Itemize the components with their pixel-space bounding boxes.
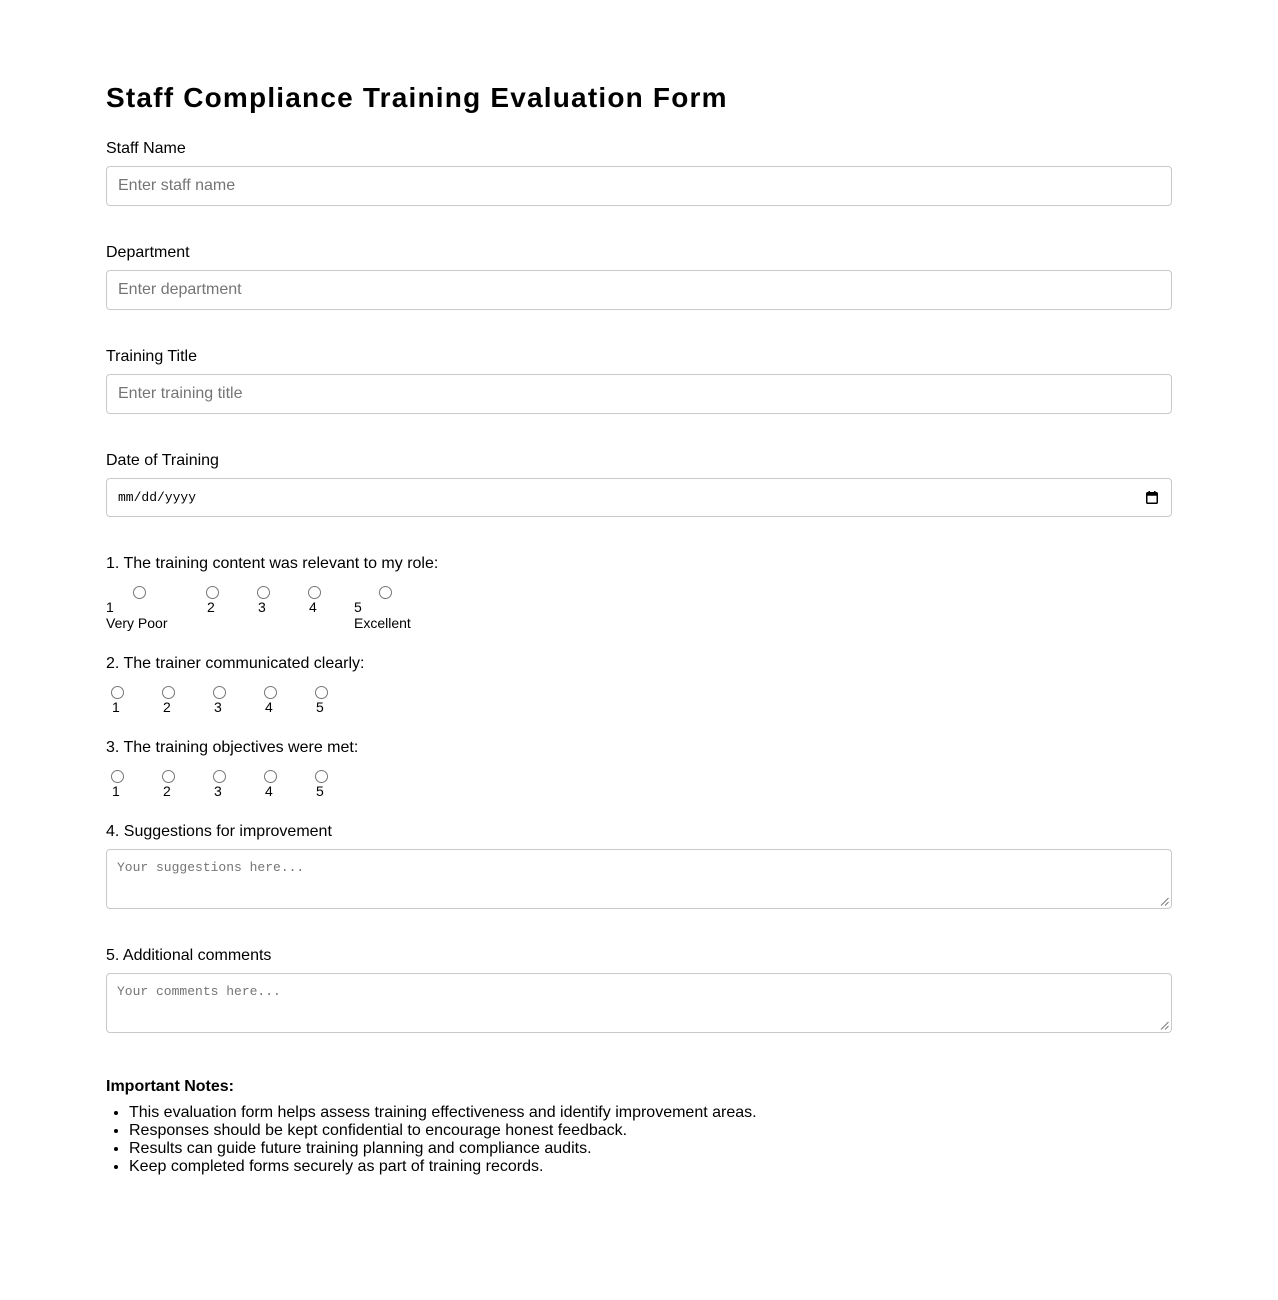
q2-option-2-label: 2 bbox=[163, 699, 171, 715]
q2-option-5-label: 5 bbox=[316, 699, 324, 715]
resize-grip-icon[interactable] bbox=[1160, 897, 1169, 906]
q1-option-3-radio[interactable] bbox=[257, 586, 270, 599]
q1-option-4-label: 4 bbox=[309, 599, 317, 615]
q3-option-2-radio[interactable] bbox=[162, 770, 175, 783]
q3-option-5-radio[interactable] bbox=[315, 770, 328, 783]
q2-option-3-radio[interactable] bbox=[213, 686, 226, 699]
question-1-label: 1. The training content was relevant to my role: bbox=[106, 555, 439, 572]
question-2-label: 2. The trainer communicated clearly: bbox=[106, 655, 365, 672]
q2-option-1-radio[interactable] bbox=[111, 686, 124, 699]
notes-list bbox=[106, 1104, 757, 1176]
training-title-label: Training Title bbox=[106, 348, 197, 365]
q1-option-5-radio[interactable] bbox=[379, 586, 392, 599]
q3-option-1-radio[interactable] bbox=[111, 770, 124, 783]
q3-option-4-radio[interactable] bbox=[264, 770, 277, 783]
suggestions-placeholder: Your suggestions here... bbox=[117, 860, 305, 875]
staff-name-label: Staff Name bbox=[106, 140, 186, 157]
q1-low-label: Very Poor bbox=[106, 615, 168, 631]
q3-option-5-label: 5 bbox=[316, 783, 324, 799]
calendar-icon[interactable] bbox=[1146, 491, 1158, 504]
q1-option-2-radio[interactable] bbox=[206, 586, 219, 599]
suggestions-textarea[interactable] bbox=[106, 849, 1172, 909]
q2-option-2-radio[interactable] bbox=[162, 686, 175, 699]
q3-option-1-label: 1 bbox=[112, 783, 120, 799]
note-item: • This evaluation form helps assess training effectiveness and identify improvement areas. bbox=[129, 1104, 757, 1122]
department-label: Department bbox=[106, 244, 190, 261]
q2-option-3-label: 3 bbox=[214, 699, 222, 715]
note-item: • Responses should be kept confidential to encourage honest feedback. bbox=[129, 1122, 757, 1140]
training-date-input[interactable] bbox=[106, 478, 1172, 517]
training-title-placeholder: Enter training title bbox=[118, 385, 243, 402]
staff-name-placeholder: Enter staff name bbox=[118, 177, 236, 194]
notes-title: Important Notes: bbox=[106, 1078, 234, 1095]
q2-option-4-radio[interactable] bbox=[264, 686, 277, 699]
q3-option-3-radio[interactable] bbox=[213, 770, 226, 783]
training-date-label: Date of Training bbox=[106, 452, 219, 469]
note-item: • Keep completed forms securely as part of training records. bbox=[129, 1158, 757, 1176]
question-3-label: 3. The training objectives were met: bbox=[106, 739, 359, 756]
training-title-input[interactable] bbox=[106, 374, 1172, 414]
staff-name-input[interactable] bbox=[106, 166, 1172, 206]
q3-option-4-label: 4 bbox=[265, 783, 273, 799]
department-input[interactable] bbox=[106, 270, 1172, 310]
q1-option-3-label: 3 bbox=[258, 599, 266, 615]
page-title: Staff Compliance Training Evaluation Form bbox=[106, 82, 728, 113]
comments-placeholder: Your comments here... bbox=[117, 984, 281, 999]
comments-label: 5. Additional comments bbox=[106, 947, 272, 964]
q3-option-3-label: 3 bbox=[214, 783, 222, 799]
department-placeholder: Enter department bbox=[118, 281, 242, 298]
suggestions-label: 4. Suggestions for improvement bbox=[106, 823, 332, 840]
q2-option-4-label: 4 bbox=[265, 699, 273, 715]
q2-option-1-label: 1 bbox=[112, 699, 120, 715]
note-item: • Results can guide future training planning and compliance audits. bbox=[129, 1140, 757, 1158]
q2-option-5-radio[interactable] bbox=[315, 686, 328, 699]
q1-option-1-label: 1 bbox=[106, 599, 114, 615]
q1-option-2-label: 2 bbox=[207, 599, 215, 615]
q1-high-label: Excellent bbox=[354, 615, 411, 631]
q3-option-2-label: 2 bbox=[163, 783, 171, 799]
q1-option-4-radio[interactable] bbox=[308, 586, 321, 599]
resize-grip-icon[interactable] bbox=[1160, 1021, 1169, 1030]
training-date-value: mm/dd/yyyy bbox=[118, 490, 197, 505]
q1-option-5-label: 5 bbox=[354, 599, 362, 615]
comments-textarea[interactable] bbox=[106, 973, 1172, 1033]
q1-option-1-radio[interactable] bbox=[133, 586, 146, 599]
